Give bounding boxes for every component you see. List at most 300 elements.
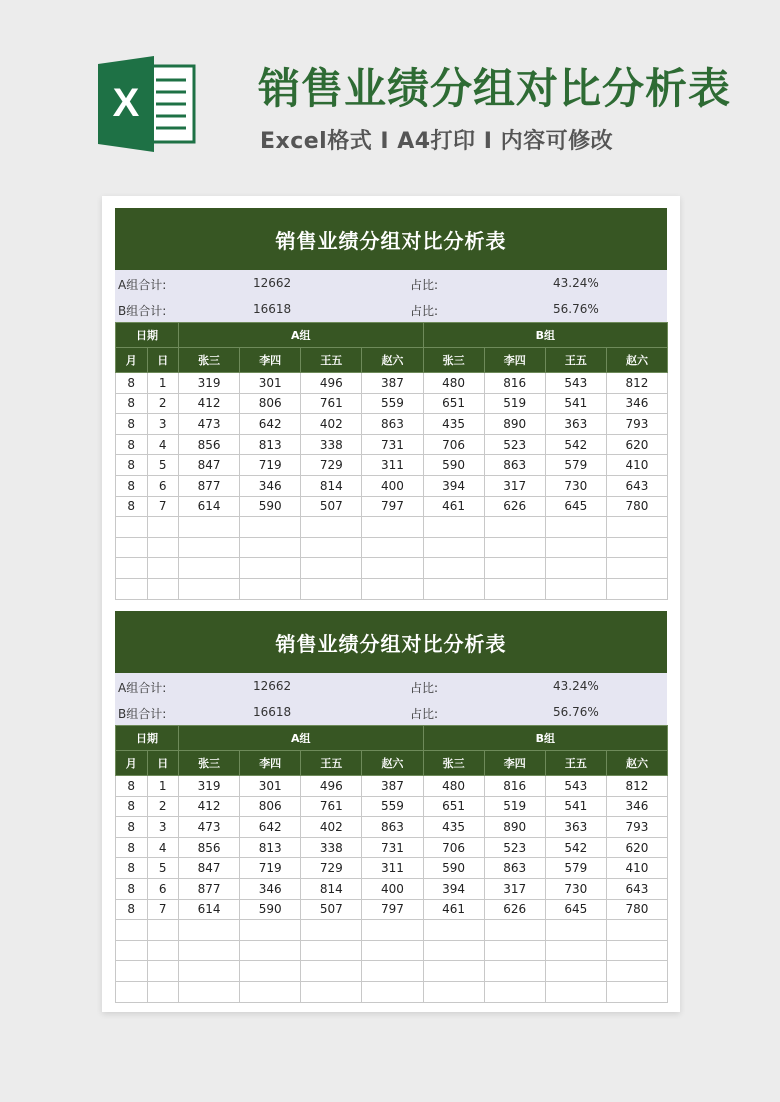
table-cell[interactable]: [362, 537, 423, 558]
table-cell[interactable]: 4: [147, 434, 179, 455]
table-cell[interactable]: [240, 920, 301, 941]
table-cell[interactable]: [301, 920, 362, 941]
table-cell[interactable]: [147, 920, 179, 941]
table-cell[interactable]: [606, 940, 667, 961]
table-cell[interactable]: [179, 578, 240, 599]
group-header-row: [116, 323, 668, 348]
table-cell[interactable]: 806: [240, 393, 301, 414]
table-cell[interactable]: 731: [362, 837, 423, 858]
table-cell[interactable]: 579: [545, 858, 606, 879]
group-header-row: [116, 726, 668, 751]
table-cell[interactable]: 6: [147, 878, 179, 899]
table-row: [116, 858, 668, 879]
table-cell[interactable]: [116, 578, 148, 599]
column-header: 张三: [423, 348, 484, 373]
table-cell[interactable]: 626: [484, 496, 545, 517]
column-header: 王五: [301, 751, 362, 776]
date-group-header: 日期: [116, 323, 179, 348]
table-cell[interactable]: [545, 537, 606, 558]
table-cell[interactable]: 8: [116, 393, 148, 414]
table-cell[interactable]: [362, 920, 423, 941]
table-cell[interactable]: 863: [484, 858, 545, 879]
table-cell[interactable]: 387: [362, 373, 423, 394]
column-header: 王五: [301, 348, 362, 373]
table-cell[interactable]: [179, 940, 240, 961]
summary-value: 12662: [253, 276, 292, 290]
table-cell[interactable]: 8: [116, 434, 148, 455]
sales-table-block: [115, 208, 667, 600]
sales-table-block: [115, 611, 667, 1003]
table-cell[interactable]: 642: [240, 817, 301, 838]
table-cell[interactable]: 730: [545, 475, 606, 496]
table-cell[interactable]: [147, 940, 179, 961]
table-cell[interactable]: [116, 558, 148, 579]
sales-table: [115, 725, 668, 1003]
table-cell[interactable]: 2: [147, 796, 179, 817]
column-header: 李四: [484, 751, 545, 776]
table-cell[interactable]: [179, 537, 240, 558]
table-cell[interactable]: [484, 961, 545, 982]
table-cell[interactable]: 814: [301, 475, 362, 496]
table-cell[interactable]: 435: [423, 817, 484, 838]
table-cell[interactable]: 590: [240, 899, 301, 920]
column-header: 赵六: [606, 751, 667, 776]
table-row: [116, 455, 668, 476]
table-cell[interactable]: 496: [301, 776, 362, 797]
table-cell[interactable]: 729: [301, 455, 362, 476]
excel-logo-icon: [98, 56, 198, 152]
table-cell[interactable]: 317: [484, 878, 545, 899]
table-cell[interactable]: [240, 981, 301, 1002]
table-cell[interactable]: 400: [362, 878, 423, 899]
table-cell[interactable]: [147, 537, 179, 558]
group-b-header: B组: [423, 726, 668, 751]
table-cell[interactable]: 1: [147, 373, 179, 394]
table-cell[interactable]: [545, 961, 606, 982]
table-cell[interactable]: 847: [179, 858, 240, 879]
table-cell[interactable]: 542: [545, 837, 606, 858]
table-row: [116, 776, 668, 797]
table-row: [116, 578, 668, 599]
table-cell[interactable]: 877: [179, 475, 240, 496]
column-header: 赵六: [362, 751, 423, 776]
summary-pct-label: 占比:: [410, 278, 439, 292]
table-cell[interactable]: 496: [301, 373, 362, 394]
table-cell[interactable]: [116, 517, 148, 538]
table-cell[interactable]: 793: [606, 414, 667, 435]
table-row: [116, 537, 668, 558]
table-cell[interactable]: [301, 517, 362, 538]
table-cell[interactable]: 7: [147, 899, 179, 920]
column-header: 赵六: [606, 348, 667, 373]
table-cell[interactable]: 856: [179, 434, 240, 455]
table-cell[interactable]: 761: [301, 393, 362, 414]
table-cell[interactable]: 559: [362, 393, 423, 414]
table-cell[interactable]: 5: [147, 455, 179, 476]
summary-pct-label: 占比:: [410, 707, 439, 721]
table-row: [116, 837, 668, 858]
table-cell[interactable]: 812: [606, 373, 667, 394]
table-cell[interactable]: [606, 981, 667, 1002]
column-header: 张三: [179, 751, 240, 776]
table-cell[interactable]: [116, 981, 148, 1002]
table-body: [116, 776, 668, 1003]
table-cell[interactable]: [147, 558, 179, 579]
table-cell[interactable]: 523: [484, 434, 545, 455]
table-row: [116, 558, 668, 579]
table-cell[interactable]: 412: [179, 393, 240, 414]
table-cell[interactable]: [606, 920, 667, 941]
table-cell[interactable]: 402: [301, 414, 362, 435]
table-cell[interactable]: 311: [362, 858, 423, 879]
group-a-header: A组: [179, 323, 424, 348]
table-cell[interactable]: 8: [116, 837, 148, 858]
table-cell[interactable]: 3: [147, 817, 179, 838]
table-cell[interactable]: 814: [301, 878, 362, 899]
table-cell[interactable]: 579: [545, 455, 606, 476]
table-cell[interactable]: 541: [545, 393, 606, 414]
table-cell[interactable]: 645: [545, 496, 606, 517]
column-header: 日: [147, 751, 179, 776]
table-cell[interactable]: 461: [423, 496, 484, 517]
summary-value: 16618: [253, 705, 292, 719]
table-cell[interactable]: 8: [116, 858, 148, 879]
summary-row-a: [115, 673, 667, 699]
table-cell[interactable]: 706: [423, 837, 484, 858]
table-cell[interactable]: 642: [240, 414, 301, 435]
table-cell[interactable]: [545, 578, 606, 599]
table-cell[interactable]: [545, 981, 606, 1002]
table-cell[interactable]: [301, 961, 362, 982]
column-header-row: [116, 348, 668, 373]
table-row: [116, 796, 668, 817]
table-cell[interactable]: 8: [116, 899, 148, 920]
table-row: [116, 878, 668, 899]
table-cell[interactable]: 643: [606, 878, 667, 899]
table-cell[interactable]: [423, 940, 484, 961]
group-a-header: A组: [179, 726, 424, 751]
table-cell[interactable]: 319: [179, 373, 240, 394]
summary-pct: 56.76%: [553, 302, 599, 316]
table-cell[interactable]: [484, 558, 545, 579]
summary-pct: 56.76%: [553, 705, 599, 719]
table-cell[interactable]: [545, 940, 606, 961]
table-cell[interactable]: 645: [545, 899, 606, 920]
table-cell[interactable]: 816: [484, 373, 545, 394]
table-cell[interactable]: [240, 940, 301, 961]
table-cell[interactable]: 394: [423, 475, 484, 496]
table-cell[interactable]: [423, 578, 484, 599]
table-cell[interactable]: 559: [362, 796, 423, 817]
summary-row-a: [115, 270, 667, 296]
table-cell[interactable]: 8: [116, 796, 148, 817]
table-cell[interactable]: 620: [606, 837, 667, 858]
table-cell[interactable]: 806: [240, 796, 301, 817]
table-cell[interactable]: 3: [147, 414, 179, 435]
table-row: [116, 899, 668, 920]
table-cell[interactable]: 731: [362, 434, 423, 455]
table-cell[interactable]: 6: [147, 475, 179, 496]
table-cell[interactable]: [545, 558, 606, 579]
table-cell[interactable]: 363: [545, 817, 606, 838]
table-cell[interactable]: 338: [301, 434, 362, 455]
table-cell[interactable]: [179, 517, 240, 538]
table-cell[interactable]: 812: [606, 776, 667, 797]
table-cell[interactable]: 761: [301, 796, 362, 817]
summary-row-b: [115, 296, 667, 322]
table-cell[interactable]: 863: [362, 817, 423, 838]
table-cell[interactable]: [362, 981, 423, 1002]
table-cell[interactable]: 412: [179, 796, 240, 817]
table-row: [116, 414, 668, 435]
table-cell[interactable]: 543: [545, 373, 606, 394]
table-cell[interactable]: 8: [116, 878, 148, 899]
table-cell[interactable]: 410: [606, 858, 667, 879]
table-cell[interactable]: 2: [147, 393, 179, 414]
table-cell[interactable]: [116, 961, 148, 982]
table-cell[interactable]: 651: [423, 393, 484, 414]
table-row: [116, 393, 668, 414]
table-cell[interactable]: 346: [240, 878, 301, 899]
column-header: 月: [116, 348, 148, 373]
table-cell[interactable]: 813: [240, 434, 301, 455]
table-cell[interactable]: 542: [545, 434, 606, 455]
table-cell[interactable]: 590: [423, 455, 484, 476]
summary-label: A组合计:: [118, 681, 167, 695]
summary-label: A组合计:: [118, 278, 167, 292]
table-cell[interactable]: 863: [484, 455, 545, 476]
table-cell[interactable]: 402: [301, 817, 362, 838]
table-cell[interactable]: 8: [116, 475, 148, 496]
table-cell[interactable]: 816: [484, 776, 545, 797]
table-cell[interactable]: [147, 981, 179, 1002]
table-cell[interactable]: 507: [301, 496, 362, 517]
table-cell[interactable]: [147, 961, 179, 982]
table-cell[interactable]: [423, 981, 484, 1002]
table-cell[interactable]: [240, 537, 301, 558]
table-cell[interactable]: 730: [545, 878, 606, 899]
table-cell[interactable]: [179, 961, 240, 982]
table-cell[interactable]: [362, 578, 423, 599]
table-cell[interactable]: 813: [240, 837, 301, 858]
sales-table: [115, 322, 668, 600]
table-cell[interactable]: [606, 558, 667, 579]
table-cell[interactable]: 4: [147, 837, 179, 858]
table-cell[interactable]: 797: [362, 496, 423, 517]
table-cell[interactable]: 8: [116, 776, 148, 797]
table-cell[interactable]: 706: [423, 434, 484, 455]
table-cell[interactable]: 301: [240, 373, 301, 394]
summary-label: B组合计:: [118, 304, 167, 318]
table-cell[interactable]: 346: [240, 475, 301, 496]
summary-row-b: [115, 699, 667, 725]
column-header: 赵六: [362, 348, 423, 373]
table-cell[interactable]: 780: [606, 899, 667, 920]
table-cell[interactable]: [423, 537, 484, 558]
table-cell[interactable]: [147, 517, 179, 538]
table-row: [116, 817, 668, 838]
table-cell[interactable]: [606, 537, 667, 558]
table-cell[interactable]: [484, 940, 545, 961]
table-cell[interactable]: [545, 517, 606, 538]
table-cell[interactable]: 890: [484, 817, 545, 838]
table-cell[interactable]: [240, 517, 301, 538]
page-header: [0, 0, 780, 200]
table-cell[interactable]: [484, 517, 545, 538]
column-header: 李四: [484, 348, 545, 373]
table-cell[interactable]: [240, 578, 301, 599]
table-cell[interactable]: [423, 961, 484, 982]
table-row: [116, 961, 668, 982]
table-row: [116, 475, 668, 496]
table-cell[interactable]: [362, 961, 423, 982]
table-cell[interactable]: [362, 940, 423, 961]
table-cell[interactable]: 346: [606, 393, 667, 414]
table-cell[interactable]: 410: [606, 455, 667, 476]
table-cell[interactable]: 590: [423, 858, 484, 879]
page-subtitle: Excel格式 I A4打印 I 内容可修改: [260, 129, 614, 154]
table-cell[interactable]: 541: [545, 796, 606, 817]
column-header: 月: [116, 751, 148, 776]
column-header: 李四: [240, 348, 301, 373]
table-cell[interactable]: [301, 578, 362, 599]
table-cell[interactable]: 435: [423, 414, 484, 435]
table-cell[interactable]: 473: [179, 817, 240, 838]
table-row: [116, 940, 668, 961]
table-cell[interactable]: 507: [301, 899, 362, 920]
table-cell[interactable]: 643: [606, 475, 667, 496]
table-cell[interactable]: 543: [545, 776, 606, 797]
table-cell[interactable]: 301: [240, 776, 301, 797]
table-cell[interactable]: [116, 537, 148, 558]
table-cell[interactable]: [179, 981, 240, 1002]
column-header: 李四: [240, 751, 301, 776]
table-cell[interactable]: 620: [606, 434, 667, 455]
table-cell[interactable]: 1: [147, 776, 179, 797]
table-cell[interactable]: [179, 920, 240, 941]
table-cell[interactable]: 346: [606, 796, 667, 817]
table-cell[interactable]: 719: [240, 858, 301, 879]
table-cell[interactable]: 719: [240, 455, 301, 476]
column-header: 日: [147, 348, 179, 373]
table-cell[interactable]: 651: [423, 796, 484, 817]
table-cell[interactable]: [179, 558, 240, 579]
table-cell[interactable]: [545, 920, 606, 941]
table-cell[interactable]: [116, 940, 148, 961]
table-cell[interactable]: 626: [484, 899, 545, 920]
table-cell[interactable]: 614: [179, 899, 240, 920]
table-cell[interactable]: [606, 517, 667, 538]
table-cell[interactable]: 8: [116, 817, 148, 838]
table-row: [116, 496, 668, 517]
summary-pct-label: 占比:: [410, 681, 439, 695]
table-cell[interactable]: [116, 920, 148, 941]
table-title: 销售业绩分组对比分析表: [115, 611, 667, 673]
table-cell[interactable]: 8: [116, 455, 148, 476]
summary-value: 12662: [253, 679, 292, 693]
date-group-header: 日期: [116, 726, 179, 751]
column-header: 张三: [423, 751, 484, 776]
table-cell[interactable]: [147, 578, 179, 599]
table-cell[interactable]: 523: [484, 837, 545, 858]
table-cell[interactable]: 847: [179, 455, 240, 476]
table-cell[interactable]: 614: [179, 496, 240, 517]
table-cell[interactable]: 7: [147, 496, 179, 517]
table-cell[interactable]: 590: [240, 496, 301, 517]
table-cell[interactable]: 311: [362, 455, 423, 476]
table-cell[interactable]: 317: [484, 475, 545, 496]
summary-pct-label: 占比:: [410, 304, 439, 318]
table-cell[interactable]: 729: [301, 858, 362, 879]
table-cell[interactable]: 387: [362, 776, 423, 797]
table-cell[interactable]: 863: [362, 414, 423, 435]
table-cell[interactable]: 519: [484, 796, 545, 817]
table-cell[interactable]: [301, 940, 362, 961]
table-cell[interactable]: 338: [301, 837, 362, 858]
table-cell[interactable]: [362, 558, 423, 579]
table-cell[interactable]: 363: [545, 414, 606, 435]
column-header: 张三: [179, 348, 240, 373]
column-header: 王五: [545, 751, 606, 776]
table-cell[interactable]: 480: [423, 776, 484, 797]
column-header-row: [116, 751, 668, 776]
table-cell[interactable]: 890: [484, 414, 545, 435]
table-cell[interactable]: 8: [116, 373, 148, 394]
table-cell[interactable]: [240, 558, 301, 579]
table-cell[interactable]: [423, 517, 484, 538]
table-cell[interactable]: [606, 578, 667, 599]
table-cell[interactable]: [484, 537, 545, 558]
table-cell[interactable]: 5: [147, 858, 179, 879]
table-cell[interactable]: 793: [606, 817, 667, 838]
table-cell[interactable]: [484, 981, 545, 1002]
table-cell[interactable]: 856: [179, 837, 240, 858]
table-cell[interactable]: 8: [116, 414, 148, 435]
table-cell[interactable]: 780: [606, 496, 667, 517]
table-cell[interactable]: 8: [116, 496, 148, 517]
table-cell[interactable]: [240, 961, 301, 982]
table-row: [116, 434, 668, 455]
table-cell[interactable]: 519: [484, 393, 545, 414]
table-cell[interactable]: [301, 981, 362, 1002]
table-row: [116, 373, 668, 394]
summary-value: 16618: [253, 302, 292, 316]
table-cell[interactable]: [362, 517, 423, 538]
table-cell[interactable]: 797: [362, 899, 423, 920]
document-sheet: [102, 196, 680, 1012]
group-b-header: B组: [423, 323, 668, 348]
table-cell[interactable]: [423, 920, 484, 941]
table-cell[interactable]: [606, 961, 667, 982]
table-cell[interactable]: 877: [179, 878, 240, 899]
table-cell[interactable]: [484, 578, 545, 599]
table-cell[interactable]: 480: [423, 373, 484, 394]
table-cell[interactable]: [301, 558, 362, 579]
table-body: [116, 373, 668, 600]
table-cell[interactable]: 394: [423, 878, 484, 899]
column-header: 王五: [545, 348, 606, 373]
table-cell[interactable]: 400: [362, 475, 423, 496]
table-cell[interactable]: 461: [423, 899, 484, 920]
table-cell[interactable]: 319: [179, 776, 240, 797]
logo-letter: X: [112, 81, 140, 125]
table-row: [116, 981, 668, 1002]
table-cell[interactable]: [423, 558, 484, 579]
table-cell[interactable]: [301, 537, 362, 558]
table-cell[interactable]: 473: [179, 414, 240, 435]
table-row: [116, 920, 668, 941]
table-cell[interactable]: [484, 920, 545, 941]
